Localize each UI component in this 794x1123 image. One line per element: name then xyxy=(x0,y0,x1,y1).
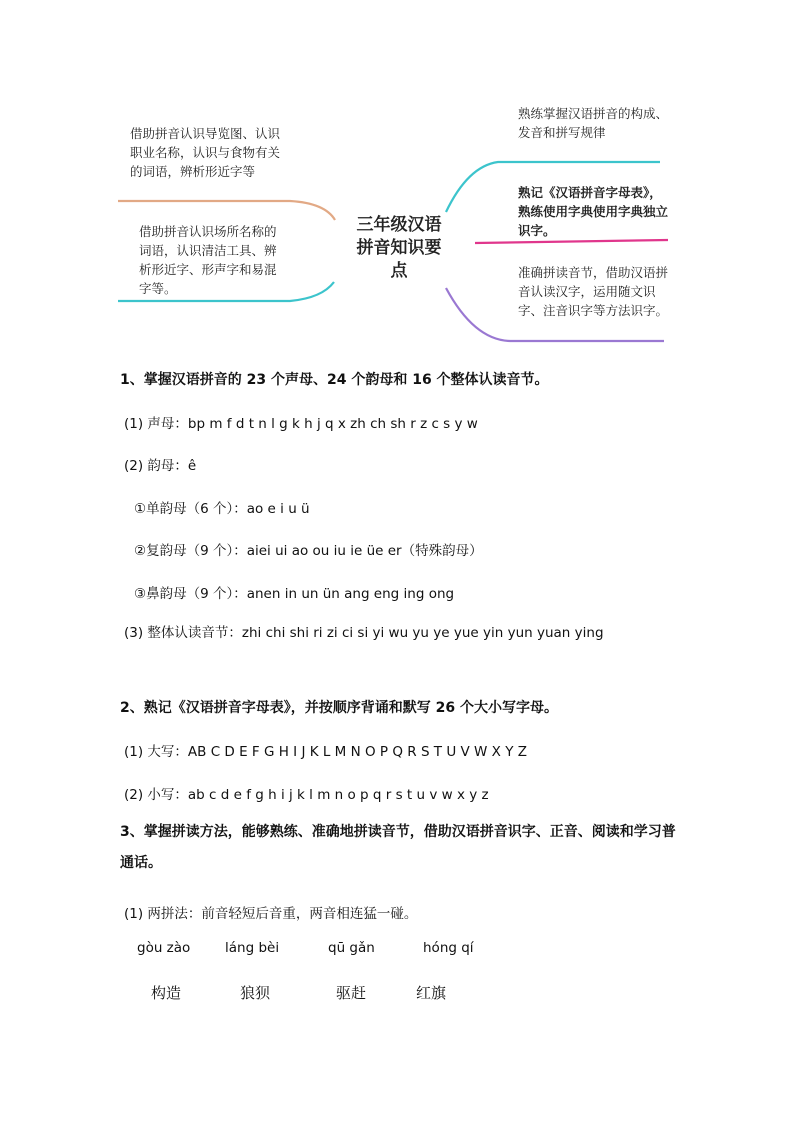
mind-map-center-title: 三年级汉语拼音知识要点 xyxy=(356,215,442,281)
node-right-middle: 熟记《汉语拼音字母表》，熟练使用字典使用字典独立识字。 xyxy=(518,185,669,238)
yunmu-line: (2) 韵母：ê xyxy=(124,458,197,474)
node-left-top: 借助拼音认识导览图、认识职业名称，认识与食物有关的词语，辨析形近字等 xyxy=(130,126,281,179)
hanzi-word: 红旗 xyxy=(416,984,447,1002)
fu-yunmu-line: ②复韵母（9 个）：aiei ui ao ou iu ie üe er（特殊韵母） xyxy=(134,543,483,559)
mind-map-branches xyxy=(0,0,794,360)
dan-yunmu-line: ①单韵母（6 个）：ao e i u ü xyxy=(134,501,310,517)
section-3-heading: 3、掌握拼读方法，能够熟练、准确地拼读音节，借助汉语拼音识字、正音、阅读和学习普通话。 xyxy=(120,824,676,871)
section-1-heading: 1、掌握汉语拼音的 23 个声母、24 个韵母和 16 个整体认读音节。 xyxy=(120,372,549,388)
zhengti-line: (3) 整体认读音节：zhi chi shi ri zi ci si yi wu yu ye yue yin yun yuan ying xyxy=(124,625,604,641)
mind-map xyxy=(0,0,794,360)
bi-yunmu-line: ③鼻韵母（9 个）：anen in un ün ang eng ing ong xyxy=(134,586,455,602)
hanzi-word: 驱赶 xyxy=(336,984,367,1002)
uppercase-line: (1) 大写：AB C D E F G H I J K L M N O P Q R S T U V W X Y Z xyxy=(124,744,528,760)
node-left-bottom: 借助拼音认识场所名称的词语，认识清洁工具、辨析形近字、形声字和易混字等。 xyxy=(139,224,277,296)
branch-left-top xyxy=(118,201,335,220)
node-right-top: 熟练掌握汉语拼音的构成、发音和拼写规律 xyxy=(518,106,669,140)
pinyin-word: qū gǎn xyxy=(328,940,375,956)
section-2-heading: 2、熟记《汉语拼音字母表》，并按顺序背诵和默写 26 个大小写字母。 xyxy=(120,700,558,716)
shengmu-line: (1) 声母：bp m f d t n l g k h j q x zh ch sh r z c s y w xyxy=(124,416,478,432)
hanzi-word: 狼狈 xyxy=(240,984,271,1002)
pinyin-word: gòu zào xyxy=(137,940,191,956)
node-right-bottom: 准确拼读音节，借助汉语拼音认读汉字，运用随文识字、注音识字等方法识字。 xyxy=(518,265,669,318)
pinyin-word: láng bèi xyxy=(225,940,280,956)
hanzi-word: 构造 xyxy=(151,984,182,1002)
lowercase-line: (2) 小写：ab c d e f g h i j k l m n o p q r s t u v w x y z xyxy=(124,787,489,803)
branch-right-middle xyxy=(475,240,668,243)
pinyin-word: hóng qí xyxy=(423,940,474,956)
liangpin-line: (1) 两拼法：前音轻短后音重，两音相连猛一碰。 xyxy=(124,906,418,922)
